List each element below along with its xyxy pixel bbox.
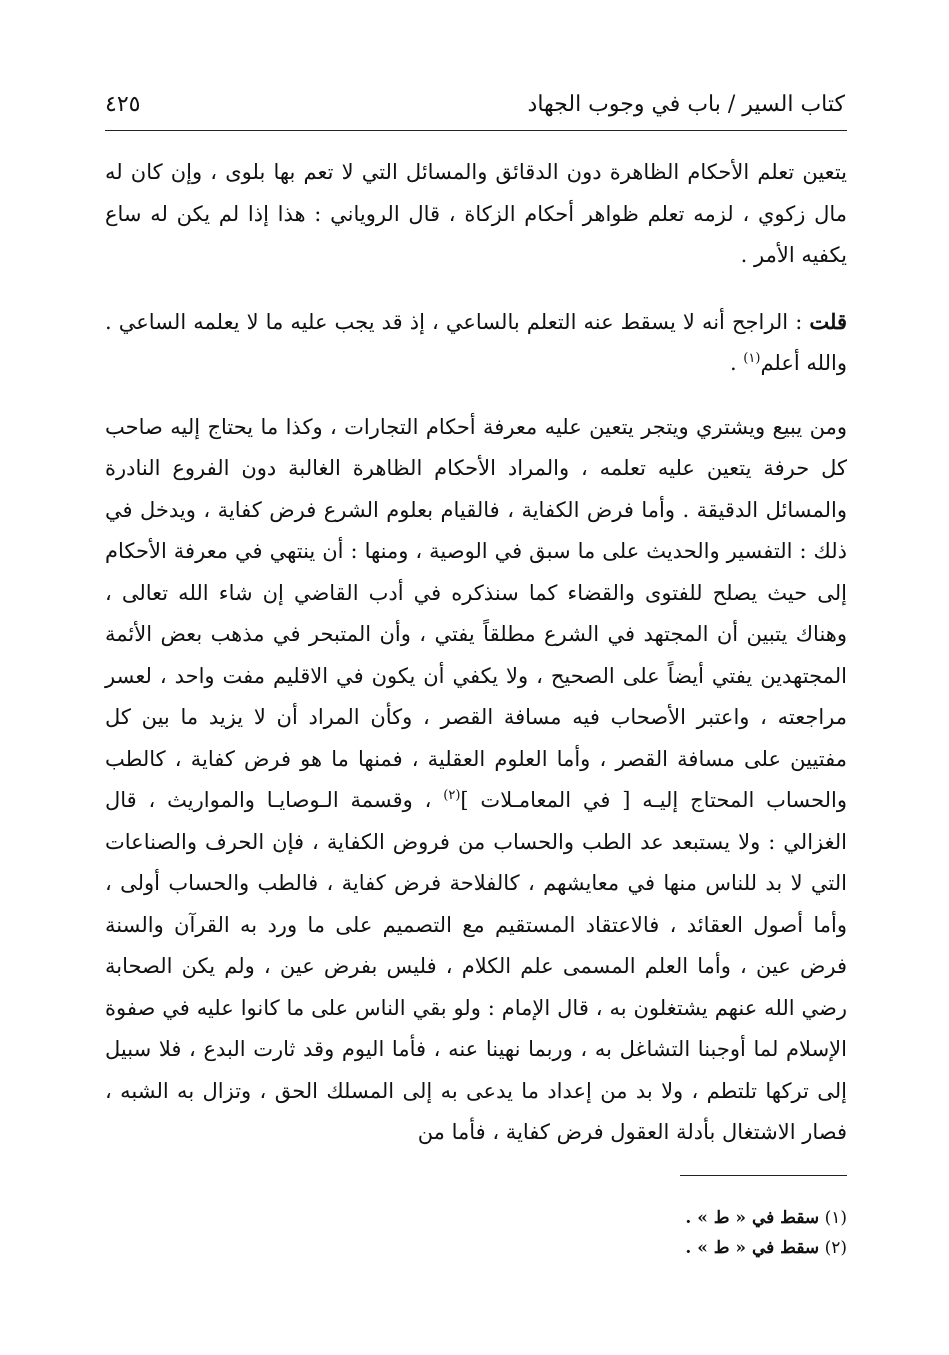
paragraph-2-tail: . <box>729 351 744 375</box>
footnote-divider <box>680 1175 847 1176</box>
paragraph-2-text: : الراجح أنه لا يسقط عنه التعلم بالساعي ، إذ قد يجب عليه ما لا يعلمه الساعي . والله أعلم <box>105 309 847 375</box>
footnotes <box>105 1203 847 1263</box>
main-text <box>105 152 847 1154</box>
paragraph-1-text: يتعين تعلم الأحكام الظاهرة دون الدقائق والمسائل التي لا تعم بها بلوى ، وإن كان له مال زكوي ، لزمه تعلم ظواهر أحكام الزكاة ، قال الروياني : هذا إذا لم يكن له ساع يكفيه الأمر . <box>105 160 847 267</box>
paragraph-1 <box>105 152 847 277</box>
footnote-2-number: (٢) <box>824 1238 847 1258</box>
footnote-mark-1[interactable]: (١) <box>743 351 761 366</box>
running-header <box>105 88 845 124</box>
footnote-1-number: (١) <box>824 1208 847 1228</box>
footnote-2 <box>105 1233 847 1263</box>
footnote-1-text: سقط في « ط » . <box>685 1208 820 1228</box>
footnote-1 <box>105 1203 847 1233</box>
page-number: ٤٢٥ <box>105 92 141 117</box>
header-divider <box>105 130 847 131</box>
footnote-mark-2[interactable]: (٢) <box>443 788 461 803</box>
paragraph-3 <box>105 407 847 1154</box>
paragraph-3-text-b: ، وقسمة الـوصايـا والمواريث ، قال الغزالي : ولا يستبعد عد الطب والحساب من فروض الكفاية ، فإن الحرف والصناعات التي لا بد للناس منها في معايشهم ، كالفلاحة فرض كفاية ، فالطب والحساب أولى ، وأما أصول العقائد ، فالاعتقاد المستقيم مع التصميم على ما ورد به القرآن والسنة فرض عين ، وأما العلم المسمى علم الكلام ، فليس بفرض عين ، ولم يكن الصحابة رضي الله عنهم يشتغلون به ، قال الإمام : ولو بقي الناس على ما كانوا عليه في صفوة الإسلام لما أوجبنا التشاغل به ، وربما نهينا عنه ، فأما اليوم وقد ثارت البدع ، فلا سبيل إلى تركها تلتطم ، ولا بد من إعداد ما يدعى به إلى المسلك الحق ، وتزال به الشبه ، فصار الاشتغال بأدلة العقول فرض كفاية ، فأما من <box>105 788 847 1144</box>
paragraph-3-text-a: ومن يبيع ويشتري ويتجر يتعين عليه معرفة أحكام التجارات ، وكذا ما يحتاج إليه صاحب كل حرفة يتعين عليه تعلمه ، والمراد الأحكام الظاهرة الغالبة دون الفروع النادرة والمسائل الدقيقة . وأما فرض الكفاية ، فالقيام بعلوم الشرع فرض كفاية ، ويدخل في ذلك : التفسير والحديث على ما سبق في الوصية ، ومنها : أن ينتهي في معرفة الأحكام إلى حيث يصلح للفتوى والقضاء كما سنذكره في أدب القاضي إن شاء الله تعالى ، وهناك يتبين أن المجتهد في الشرع مطلقاً يفتي ، وأن المتبحر في مذهب بعض الأئمة المجتهدين يفتي أيضاً على الصحيح ، ولا يكفي أن يكون في الاقليم مفت واحد ، لعسر مراجعته ، واعتبر الأصحاب فيه مسافة القصر ، وكأن المراد أن لا يزيد ما بين كل مفتيين على مسافة القصر ، وأما العلوم العقلية ، فمنها ما هو فرض كفاية ، كالطب والحساب المحتاج إليـه [ في المعامـلات ] <box>105 414 847 812</box>
footnote-2-text: سقط في « ط » . <box>685 1238 820 1258</box>
paragraph-2 <box>105 301 847 385</box>
qultu-lead-word: قلت <box>809 308 847 334</box>
chapter-title: كتاب السير / باب في وجوب الجهاد <box>527 92 845 117</box>
